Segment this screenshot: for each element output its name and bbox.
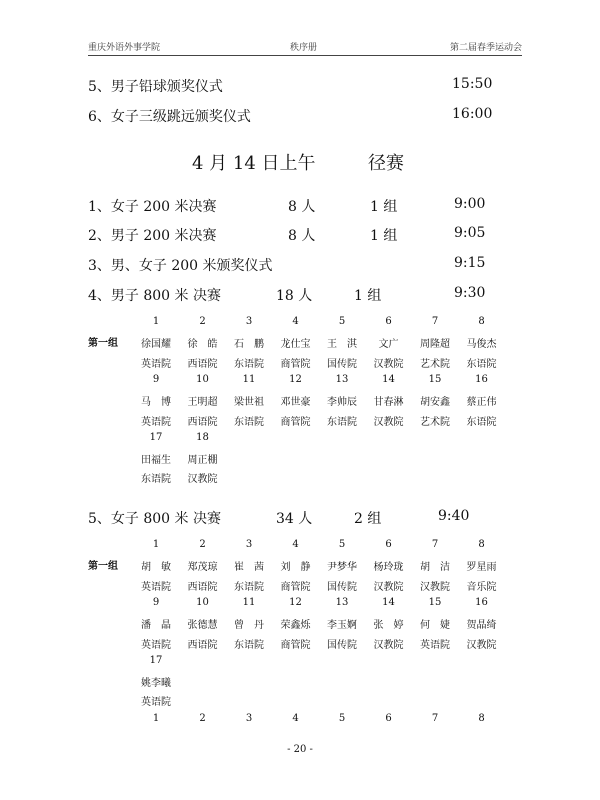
page-header	[88, 40, 522, 54]
lane-number: 6	[385, 539, 392, 550]
athlete-college: 商管院	[280, 416, 311, 428]
event-groups: 1 组	[370, 228, 398, 244]
athlete-name: 邓世豪	[280, 397, 311, 409]
athlete-name: 罗星雨	[466, 562, 497, 574]
athlete-college: 东语院	[234, 639, 264, 651]
athlete-name: 周隆超	[420, 339, 450, 351]
lane-number: 6	[385, 712, 392, 724]
lane-number: 2	[199, 316, 206, 327]
event-people: 8 人	[288, 228, 316, 244]
lane-number: 1	[152, 712, 160, 724]
lane-number: 17	[149, 654, 163, 666]
lane-number: 3	[245, 712, 253, 724]
lane-number: 5	[338, 539, 346, 550]
lane-number: 3	[245, 539, 253, 550]
header-school: 重庆外语外事学院	[88, 43, 161, 53]
lane-number: 8	[478, 316, 485, 327]
header-event: 第二届春季运动会	[449, 43, 522, 53]
athlete-college: 英语院	[141, 581, 171, 593]
lane-number: 1	[152, 316, 160, 327]
athlete-name: 胡 洁	[420, 562, 450, 574]
ceremony-time: 16:00	[452, 106, 493, 122]
event-label: 5、女子 800 米 决赛	[88, 511, 221, 527]
athlete-college: 国传院	[327, 581, 357, 593]
athlete-college: 东语院	[466, 358, 497, 370]
lane-number: 9	[152, 596, 160, 608]
lane-number: 14	[382, 373, 395, 385]
lane-number: 9	[152, 373, 160, 385]
athlete-college: 西语院	[187, 581, 218, 593]
athlete-college: 汉教院	[373, 639, 404, 651]
event-time: 9:00	[454, 196, 486, 212]
lane-number: 2	[199, 712, 206, 724]
athlete-college: 音乐院	[466, 581, 497, 593]
lane-number: 8	[478, 539, 485, 550]
athlete-name: 杨玲珑	[373, 562, 404, 574]
athlete-college: 东语院	[234, 581, 264, 593]
lane-number: 4	[292, 539, 299, 550]
event-groups: 1 组	[370, 199, 398, 215]
event-people: 34 人	[276, 511, 313, 527]
athlete-college: 英语院	[141, 358, 171, 370]
lane-number: 14	[382, 596, 395, 608]
athlete-college: 国传院	[327, 358, 357, 370]
athlete-name: 石 鹏	[234, 339, 264, 351]
event-groups: 1 组	[354, 288, 382, 304]
athlete-college: 汉教院	[373, 416, 404, 428]
athlete-name: 张德慧	[187, 620, 218, 632]
athlete-name: 王明超	[187, 397, 218, 409]
athlete-college: 汉教院	[187, 474, 218, 486]
athlete-name: 曾 丹	[234, 620, 264, 632]
athlete-college: 英语院	[141, 416, 171, 428]
athlete-name: 王 淇	[327, 339, 357, 351]
athlete-name: 梁世祖	[234, 397, 264, 409]
athlete-name: 胡安鑫	[420, 397, 450, 409]
lane-number: 5	[338, 316, 346, 327]
event-label: 4、男子 800 米 决赛	[88, 288, 221, 304]
athlete-name: 张 婷	[373, 620, 404, 632]
lane-number: 6	[385, 316, 392, 327]
lane-number: 17	[149, 431, 163, 443]
athlete-college: 汉教院	[466, 639, 497, 651]
lane-number: 11	[242, 596, 256, 608]
event-people: 8 人	[288, 199, 316, 215]
lane-number: 18	[196, 431, 209, 443]
day-type: 径赛	[368, 153, 404, 174]
athlete-name: 马 博	[141, 397, 171, 409]
lane-number: 15	[428, 373, 442, 385]
athlete-name: 李玉婀	[327, 620, 357, 632]
lane-number: 7	[431, 316, 439, 327]
athlete-college: 国传院	[327, 639, 357, 651]
athlete-college: 汉教院	[373, 358, 404, 370]
athlete-college: 商管院	[280, 581, 311, 593]
athlete-college: 东语院	[234, 416, 264, 428]
athlete-name: 文广	[378, 339, 399, 351]
athlete-college: 英语院	[141, 639, 171, 651]
athlete-college: 汉教院	[420, 581, 450, 593]
lane-number: 4	[292, 316, 299, 327]
lane-number: 7	[431, 539, 439, 550]
athlete-college: 西语院	[187, 416, 218, 428]
header-rule	[88, 55, 522, 56]
event-label: 3、男、女子 200 米颁奖仪式	[88, 258, 273, 274]
athlete-college: 西语院	[187, 358, 218, 370]
athlete-college: 汉教院	[373, 581, 404, 593]
lane-number: 10	[196, 373, 209, 385]
athlete-college: 英语院	[420, 639, 450, 651]
athlete-college: 东语院	[466, 416, 497, 428]
lane-number: 13	[335, 373, 349, 385]
athlete-college: 西语院	[187, 639, 218, 651]
lane-number: 2	[199, 539, 206, 550]
athlete-name: 尹梦华	[327, 562, 357, 574]
athlete-college: 商管院	[280, 639, 311, 651]
event-time: 9:40	[438, 508, 470, 524]
day-date: 4 月 14 日上午	[192, 153, 316, 174]
athlete-college: 艺术院	[420, 416, 450, 428]
athlete-college: 英语院	[141, 697, 171, 709]
athlete-name: 徐 皓	[187, 339, 218, 351]
lane-number: 12	[289, 596, 302, 608]
event-time: 9:05	[454, 225, 486, 241]
athlete-name: 荣鑫烁	[280, 620, 311, 632]
lane-number: 15	[428, 596, 442, 608]
lane-number: 8	[478, 712, 485, 724]
event-groups: 2 组	[354, 511, 382, 527]
ceremony-label: 5、男子铅球颁奖仪式	[88, 79, 223, 95]
athlete-name: 姚李曦	[141, 678, 171, 690]
athlete-name: 李帅辰	[327, 397, 357, 409]
athlete-college: 东语院	[327, 416, 357, 428]
athlete-college: 商管院	[280, 358, 311, 370]
event-label: 1、女子 200 米决赛	[88, 199, 217, 215]
athlete-name: 胡 敏	[141, 562, 171, 574]
ceremony-label: 6、女子三级跳远颁奖仪式	[88, 109, 251, 125]
lane-number: 12	[289, 373, 302, 385]
athlete-name: 甘春淋	[373, 397, 404, 409]
event-label: 2、男子 200 米决赛	[88, 228, 217, 244]
athlete-name: 马俊杰	[466, 339, 497, 351]
lane-number: 4	[292, 712, 299, 724]
lane-number: 3	[245, 316, 253, 327]
lane-number: 10	[196, 596, 209, 608]
athlete-name: 何 婕	[420, 620, 450, 632]
athlete-name: 崔 茜	[234, 562, 264, 574]
athlete-college: 东语院	[234, 358, 264, 370]
athlete-name: 蔡正伟	[466, 397, 497, 409]
lane-number: 7	[431, 712, 439, 724]
group-label: 第一组	[88, 561, 118, 572]
lane-number: 11	[242, 373, 256, 385]
header-title: 秩序册	[290, 43, 318, 53]
athlete-name: 周正棚	[187, 455, 218, 467]
athlete-name: 徐国耀	[141, 339, 171, 351]
event-people: 18 人	[276, 288, 313, 304]
group-label: 第一组	[88, 338, 118, 349]
ceremony-time: 15:50	[452, 76, 493, 92]
ceremony-line	[88, 76, 223, 96]
lane-number: 16	[475, 596, 488, 608]
event-time: 9:30	[454, 285, 486, 301]
lane-number: 16	[475, 373, 488, 385]
athlete-college: 东语院	[141, 474, 171, 486]
athlete-name: 郑茂琼	[187, 562, 218, 574]
lane-number: 1	[152, 539, 160, 550]
athlete-name: 贺晶绮	[466, 620, 497, 632]
page-number: - 20 -	[287, 744, 313, 755]
athlete-name: 潘 晶	[141, 620, 171, 632]
event-time: 9:15	[454, 255, 486, 271]
lane-number: 5	[338, 712, 346, 724]
athlete-name: 龙仕宝	[280, 339, 311, 351]
athlete-college: 艺术院	[420, 358, 450, 370]
ceremony-line	[88, 106, 251, 126]
athlete-name: 田福生	[141, 455, 171, 467]
lane-number: 13	[335, 596, 349, 608]
athlete-name: 刘 静	[280, 562, 311, 574]
